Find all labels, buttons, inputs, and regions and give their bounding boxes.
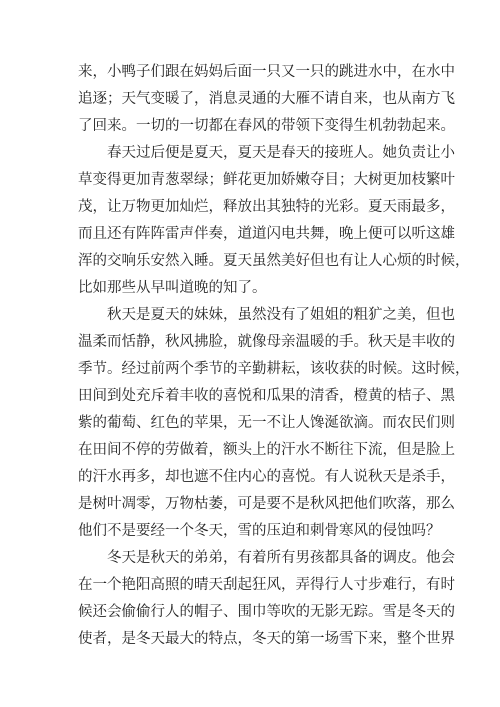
text-line: 候还会偷偷行人的帽子、围巾等吹的无影无踪。雪是冬天的 — [78, 604, 455, 620]
text-line: 冬天是秋天的弟弟，有着所有男孩都具备的调皮。他会 — [107, 550, 455, 566]
text-line: 追逐；天气变暖了，消息灵通的大雁不请自来，也从南方飞 — [78, 91, 455, 107]
text-line: 田间到处充斥着丰收的喜悦和瓜果的清香，橙黄的桔子、黑 — [78, 388, 455, 404]
text-line: 他们不是要经一个冬天，雪的压迫和刺骨寒风的侵蚀吗？ — [78, 523, 441, 539]
text-line: 在一个艳阳高照的晴天刮起狂风，弄得行人寸步难行，有时 — [78, 577, 455, 593]
text-line: 紫的葡萄、红色的苹果，无一不让人馋涎欲滴。而农民们则 — [78, 415, 455, 431]
text-line: 来，小鸭子们跟在妈妈后面一只又一只的跳进水中，在水中 — [78, 64, 455, 80]
text-line: 了回来。一切的一切都在春风的带领下变得生机勃勃起来。 — [78, 118, 455, 134]
text-line: 春天过后便是夏天，夏天是春天的接班人。她负责让小 — [107, 145, 455, 161]
text-line: 使者，是冬天最大的特点，冬天的第一场雪下来，整个世界 — [78, 631, 455, 647]
paragraph-summer — [78, 140, 470, 302]
text-line: 比如那些从早叫道晚的知了。 — [78, 280, 267, 296]
paragraph-autumn — [78, 302, 470, 545]
text-line: 茂，让万物更加灿烂，释放出其独特的光彩。夏天雨最多， — [78, 199, 455, 215]
text-line: 而且还有阵阵雷声伴奏，道道闪电共舞，晚上便可以听这雄 — [78, 226, 455, 242]
paragraph-spring-continued — [78, 59, 455, 140]
text-line: 秋天是夏天的妹妹，虽然没有了姐姐的粗犷之美，但也 — [107, 307, 455, 323]
text-line: 的汗水再多，却也遮不住内心的喜悦。有人说秋天是杀手， — [78, 469, 455, 485]
text-line: 浑的交响乐安然入睡。夏天虽然美好但也有让人心烦的时候， — [78, 253, 470, 269]
text-line: 季节。经过前两个季节的辛勤耕耘，该收获的时候。这时候， — [78, 361, 470, 377]
paragraph-winter — [78, 545, 455, 653]
text-line: 草变得更加青葱翠绿；鲜花更加娇嫩夺目；大树更加枝繁叶 — [78, 172, 455, 188]
text-line: 是树叶凋零，万物枯萎，可是要不是秋风把他们吹落，那么 — [78, 496, 455, 512]
text-line: 在田间不停的劳做着，额头上的汗水不断往下流，但是脸上 — [78, 442, 455, 458]
text-line: 温柔而恬静，秋风拂脸，就像母亲温暖的手。秋天是丰收的 — [78, 334, 455, 350]
